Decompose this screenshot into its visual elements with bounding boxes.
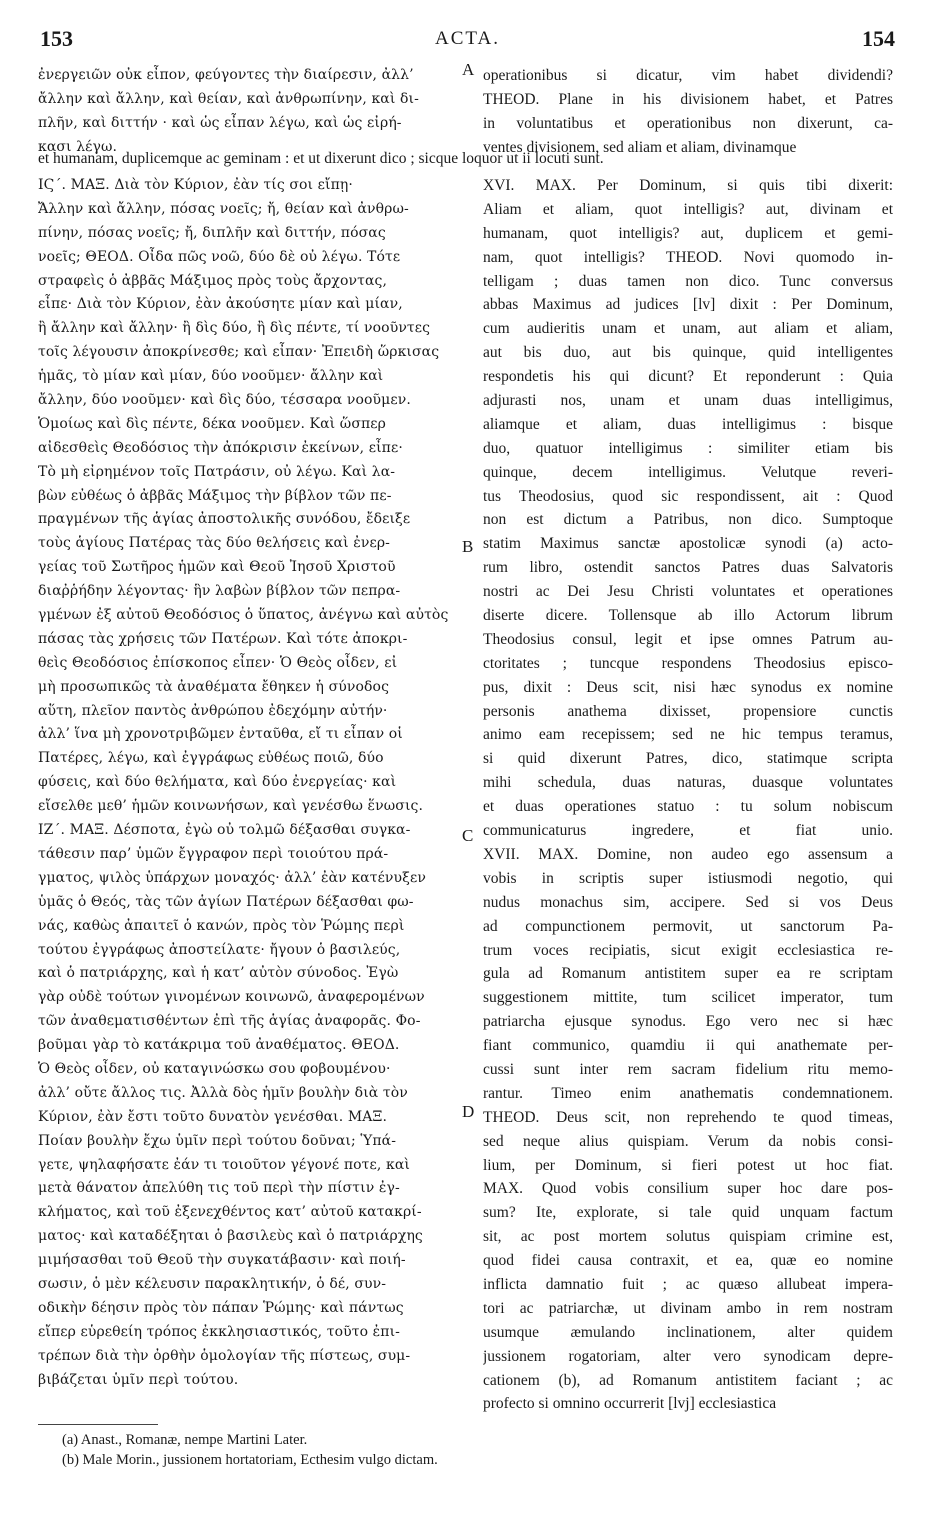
greek-text-line: σωσιν, ὁ μὲν κέλευσιν παρακλητικήν, ὁ δέ, συν-: [38, 1275, 387, 1292]
greek-text-line: τοὺς ἁγίους Πατέρας τὰς δύο θελήσεις καὶ ἐνερ-: [38, 535, 390, 552]
greek-text-line: γματος, ψιλὸς ὑπάρχων μοναχός· ἀλλ’ ἐὰν κατένυξεν: [38, 869, 426, 886]
latin-text-line: inflicta damnatio fuit ; ac quæso allubeat impera-: [483, 1275, 893, 1293]
greek-text-line: Ποίαν βουλὴν ἔχω ὑμῖν περὶ τούτου δοῦναι; Ὑπά-: [38, 1132, 397, 1149]
greek-text-line: Τὸ μὴ εἰρημένον τοῖς Πατράσιν, οὐ λέγω. Καὶ λα-: [38, 463, 396, 480]
greek-text-line: κλήματος, καὶ τοῦ ἐξενεχθέντος κατ’ αὐτοῦ κατακρί-: [38, 1204, 422, 1221]
latin-text-line: usumque æmulando inclinationem, alter quidem: [483, 1323, 893, 1341]
latin-text-line: aliamque et aliam, duas intelligimus : bisque: [483, 415, 893, 433]
margin-marker-c: C: [462, 826, 474, 845]
latin-text-line: sum? Ite, explorate, si tale quid unquam factum: [483, 1204, 893, 1222]
latin-text-line: non est dictum a Patribus, non dico. Sumptoque: [483, 511, 893, 529]
greek-text-line: μετὰ θάνατον ἀπελύθη τις τοῦ περὶ τὴν πίστιν ἐγ-: [38, 1180, 400, 1197]
latin-text-line: respondetis his qui dicunt? Et reponderunt : Quia: [483, 368, 893, 386]
latin-text-line: adjurasti nos, unam et unam duas intelligimus,: [483, 392, 893, 410]
greek-text-line: ἄλλην καὶ ἄλλην, καὶ θείαν, καὶ ἀνθρωπίνην, καὶ δι-: [38, 90, 419, 107]
footnotes: [62, 1430, 862, 1470]
greek-text-line: πίνην, πόσας νοεῖς; ἤ, διπλῆν καὶ διττήν, πόσας: [38, 224, 386, 241]
greek-text-line: ΙϚ΄. ΜΑΞ. Διὰ τὸν Κύριον, ἐὰν τίς σοι εἴπῃ·: [38, 177, 353, 193]
greek-text-line: στραφεὶς ὁ ἀββᾶς Μάξιμος πρὸς τοὺς ἄρχοντας,: [38, 272, 388, 289]
greek-text-line: Ἄλλην καὶ ἄλλην, πόσας νοεῖς; ἤ, θείαν καὶ ἀνθρω-: [38, 200, 409, 217]
latin-text-line: personis anathema dixisset, propensiore cunctis: [483, 702, 893, 720]
greek-text-line: Κύριον, ἐὰν ἔστι τοῦτο δυνατὸν γενέσθαι. ΜΑΞ.: [38, 1108, 388, 1125]
greek-text-line: τάθεσιν παρ’ ὑμῶν ἔγγραφον περὶ τοιούτου πρά-: [38, 845, 389, 862]
greek-text-line: βοῦμαι γὰρ τὸ κατάκριμα τοῦ ἀναθέματος. ΘΕΟΔ.: [38, 1037, 400, 1054]
footnote-a: (a) Anast., Romanæ, nempe Martini Later.: [62, 1432, 308, 1448]
greek-column: [38, 174, 468, 1392]
greek-text-line: καὶ ὁ πατριάρχης, καὶ ἡ κατ’ αὐτὸν σύνοδος. Ἐγὼ: [38, 965, 399, 982]
latin-text-line: rantur. Timeo enim anathematis condemnationem.: [483, 1084, 893, 1102]
greek-text-line: νάς, καθὼς ἀπαιτεῖ ὁ κανών, πρὸς τὸν Ῥώμης περὶ: [38, 917, 405, 934]
greek-text-line: βὼν εὐθέως ὁ ἀββᾶς Μάξιμος τὴν βίβλον τῶν πε-: [38, 487, 392, 504]
latin-text-line: vobis in scriptis super istiusmodi negotio, qui: [483, 869, 893, 887]
latin-text-line: telligam ; duas tamen non dico. Tunc conversus: [483, 272, 893, 290]
greek-text-line: ἄλλην, δύο νοοῦμεν· καὶ δὶς δύο, τέσσαρα νοοῦμεν.: [38, 392, 411, 409]
latin-text-line: nudus monachus sim, accipere. Sed si vos Deus: [483, 893, 893, 911]
greek-text-line: Ὁ Θεὸς οἶδεν, οὐ καταγινώσκω σου φοβουμένου·: [38, 1060, 391, 1077]
latin-text-line: aut bis duo, aut bis quinque, quid intelligentes: [483, 344, 893, 362]
greek-text-line: τῶν ἀναθεματισθέντων ἐπὶ τῆς ἁγίας ἀναφορᾶς. Φο-: [38, 1013, 421, 1030]
latin-text-line: MAX. Quod vobis consilium super hoc dare pos-: [483, 1180, 893, 1198]
latin-text-line: nostri ac Dei Jesu Christi voluntates et operationes: [483, 583, 893, 601]
latin-text-line: lium, per Dominum, si fieri potest ut hoc fiat.: [483, 1156, 893, 1174]
latin-text-line: nam, quot intelligis? THEOD. Novi quomodo in-: [483, 248, 893, 266]
greek-text-line: μὴ προσωπικῶς τὰ ἀναθέματα ἔθηκεν ἡ σύνοδος: [38, 678, 390, 695]
latin-text-line: THEOD. Deus scit, non reprehendo te quod timeas,: [483, 1108, 893, 1126]
greek-text-line: Ὁμοίως καὶ δὶς πέντε, δέκα νοοῦμεν. Καὶ ὥσπερ: [38, 415, 386, 432]
greek-text-line: γμένων ἐξ αὐτοῦ Θεοδόσιος ὁ ὕπατος, ἀνέγνω καὶ αὐτὸς: [38, 607, 449, 624]
greek-text-line: αἰδεσθεὶς Θεοδόσιος τὴν ἀπόκρισιν ἐκείνων, εἶπε·: [38, 439, 403, 456]
latin-text-line: communicaturus ingredere, et fiat unio.: [483, 822, 893, 840]
greek-text-line: οδικὴν δέησιν πρὸς τὸν πάπαν Ῥώμης· καὶ πάντως: [38, 1299, 404, 1316]
latin-text-line: humanam, quot intelligis? aut, duplicem et gemi-: [483, 224, 893, 242]
greek-text-line: διαῤῥήδην λέγοντας· ἣν λαβὼν βίβλον τῶν πεπρα-: [38, 583, 401, 600]
latin-text-line: ventes divisionem, sed aliam et aliam, divinamque: [483, 138, 797, 156]
latin-text-line: XVII. MAX. Domine, non audeo ego assensum a: [483, 845, 893, 863]
greek-text-line: νοεῖς; ΘΕΟΔ. Οἶδα πῶς νοῶ, δύο δὲ οὐ λέγω. Τότε: [38, 248, 401, 265]
greek-text-line: ἢ ἄλλην καὶ ἄλλην· ἢ δὶς δύο, ἢ δὶς πέντε, τί νοοῦντες: [38, 320, 431, 337]
latin-text-line: si quid dixerunt Patres, dico, statimque scripta: [483, 750, 893, 768]
latin-text-line: XVI. MAX. Per Dominum, si quis tibi dixerit:: [483, 177, 893, 194]
latin-text-line: sed neque alius quispiam. Verum da nobis consi-: [483, 1132, 893, 1150]
greek-text-line: ἐνεργειῶν οὐκ εἶπον, φεύγοντες τὴν διαίρεσιν, ἀλλ’: [38, 67, 414, 83]
greek-text-line: τοῖς λέγουσιν ἀποκρίνεσθε; καὶ εἶπαν· Ἐπειδὴ ὥρκισας: [38, 344, 440, 361]
latin-text-line: ctoritates ; tuncque respondens Theodosius episco-: [483, 654, 893, 672]
latin-column-top: [483, 64, 893, 160]
latin-text-line: gula ad Romanum antistitem super ea re scriptam: [483, 965, 893, 983]
latin-text-line: et duas operationes statuo : tu solum nobiscum: [483, 798, 893, 816]
greek-text-line: βιβάζεται ὑμῖν περὶ τούτου.: [38, 1371, 239, 1388]
latin-text-line: Aliam et aliam, quot intelligis? aut, divinam et: [483, 200, 893, 218]
greek-text-line: εἶπε· Διὰ τὸν Κύριον, ἐὰν ἀκούσητε μίαν καὶ μίαν,: [38, 296, 403, 313]
latin-text-line: cussi sunt inter rem sacram fidelium ritu memo-: [483, 1060, 893, 1078]
latin-text-line: ad compunctionem permovit, ut sanctorum Pa-: [483, 917, 893, 935]
latin-text-line: abbas Maximus ad judices [lv] dixit : Per Dominum,: [483, 296, 893, 314]
greek-text-line: ματος· καὶ καταδέξηται ὁ βασιλεὺς καὶ ὁ πατριάρχης: [38, 1228, 423, 1245]
greek-text-line: Πατέρες, λέγω, καὶ ἐγγράφως εὐθέως ποιῶ, δύο: [38, 750, 384, 767]
page-header: [40, 26, 895, 56]
latin-text-line: statim Maximus sanctæ apostolicæ synodi (a) acto-: [483, 535, 893, 553]
greek-text-line: θεὶς Θεοδόσιος ἐπίσκοπος εἶπεν· Ὁ Θεὸς οἶδεν, εἰ: [38, 654, 398, 671]
greek-text-line: εἴπερ εὑρεθείη τρόπος ἐκκλησιαστικός, τοῦτο ἐπι-: [38, 1323, 400, 1340]
page-number-left: 153: [40, 26, 73, 51]
latin-text-line: suggestionem mittite, tum scilicet imperator, tum: [483, 989, 893, 1007]
greek-text-line: ἀλλ’ ἵνα μὴ χρονοτριβῶμεν ἐνταῦθα, εἴ τι εἶπαν οἱ: [38, 726, 403, 743]
footnote-rule: [38, 1424, 158, 1425]
greek-text-line: πλῆν, καὶ διττήν · καὶ ὡς εἶπαν λέγω, καὶ ὡς εἰρή-: [38, 114, 402, 131]
latin-text-line: cum audieritis unam et unam, aut aliam et aliam,: [483, 320, 893, 338]
latin-text-line: jussionem rogatoriam, alter vero synodicam depre-: [483, 1347, 893, 1365]
greek-text-line: αὕτη, πλεῖον παντὸς ἀνθρώπου ἐδεχόμην αὐτήν·: [38, 702, 388, 719]
margin-marker-a: A: [462, 60, 475, 79]
footnote-b: (b) Male Morin., jussionem hortatoriam, Ecthesim vulgo dictam.: [62, 1452, 438, 1468]
latin-text-line: rum libro, ostendit sanctos Patres duas Salvatoris: [483, 559, 893, 577]
margin-marker-b: B: [462, 537, 474, 556]
latin-text-line: in voluntatibus et operationibus non dixerunt, ca-: [483, 114, 893, 132]
greek-column-top: [38, 64, 468, 160]
latin-text-line: trum voces recipiatis, sicut exigit ecclesiastica re-: [483, 941, 893, 959]
latin-text-line: animo eam recepissem; sed ne hic tempus teramus,: [483, 726, 893, 744]
greek-text-line: μιμήσασθαι τοῦ Θεοῦ τὴν συγκατάβασιν· καὶ ποιή-: [38, 1252, 406, 1269]
margin-marker-d: D: [462, 1102, 475, 1121]
greek-text-line: τρέπων διὰ τὴν ὀρθὴν ὁμολογίαν τῆς πίστεως, συμ-: [38, 1347, 411, 1364]
greek-text-line: εἴσελθε μεθ’ ἡμῶν κοινωνήσων, καὶ γενέσθω ἕνωσις.: [38, 798, 424, 815]
latin-text-line: diserte dicere. Tollensque ab illo Actorum librum: [483, 607, 893, 625]
greek-text-line: ἀλλ’ οὔτε ἄλλος τις. Ἀλλὰ δὸς ἡμῖν βουλὴν διὰ τὸν: [38, 1084, 408, 1101]
greek-text-line: ἡμᾶς, τὸ μίαν καὶ μίαν, δύο νοοῦμεν· ἄλλην καὶ: [38, 368, 384, 385]
latin-text-line: pus, dixit : Deus scit, nisi hæc synodus ex nomine: [483, 678, 893, 696]
latin-text-line: tus Theodosius, quod sic respondissent, ait : Quod: [483, 487, 893, 505]
page-number-right: 154: [862, 26, 895, 51]
latin-text-line: operationibus si dicatur, vim habet dividendi?: [483, 67, 893, 84]
latin-text-line: sit, ac post mortem solutus quispiam crimine est,: [483, 1228, 893, 1246]
latin-text-line: Theodosius consul, legit et ipse omnes Patrum au-: [483, 630, 893, 648]
latin-text-line: profecto si omnino occurrerit [lvj] ecclesiastica: [483, 1395, 777, 1413]
greek-text-line: κασι λέγω.: [38, 138, 118, 155]
latin-text-line: patriarcha ejusque synodus. Ego vero nec si hæc: [483, 1013, 893, 1031]
latin-column: [483, 174, 893, 1416]
latin-text-line: duo, quatuor intelligimus : similiter etiam bis: [483, 439, 893, 457]
greek-text-line: ΙΖ΄. ΜΑΞ. Δέσποτα, ἐγὼ οὐ τολμῶ δέξασθαι συγκα-: [38, 822, 411, 839]
greek-text-line: γείας τοῦ Σωτῆρος ἡμῶν καὶ Θεοῦ Ἰησοῦ Χριστοῦ: [38, 559, 396, 576]
greek-text-line: ὑμᾶς ὁ Θεός, τὰς τῶν ἁγίων Πατέρων δέξασθαι φω-: [38, 893, 414, 910]
running-title: ACTA.: [435, 28, 500, 49]
greek-text-line: φύσεις, καὶ δύο θελήματα, καὶ δύο ἐνεργείας· καὶ: [38, 774, 397, 791]
latin-text-line: tori ac patriarchæ, ut divinam ambo in rem nostram: [483, 1299, 893, 1317]
latin-text-line: quinque, decem intelligimus. Velutque reveri-: [483, 463, 893, 481]
spanning-line: et humanam, duplicemque ac geminam : et ut dixerunt dico ; sicque loquor ut ii locuti sunt.: [38, 150, 604, 167]
greek-text-line: πάσας τὰς χρήσεις τῶν Πατέρων. Καὶ τότε ἀποκρι-: [38, 630, 408, 647]
greek-text-line: τούτου ἐγγράφως ἀποστείλατε· ἤγουν ὁ βασιλεύς,: [38, 941, 401, 958]
latin-text-line: cationem (b), ad Romanum antistitem faciant ; ac: [483, 1371, 893, 1389]
latin-text-line: fiant communico, quamdiu ii qui anathemate per-: [483, 1037, 893, 1055]
greek-text-line: γετε, ψηλαφήσατε ἐάν τι τοιοῦτον γέγονέ ποτε, καὶ: [38, 1156, 410, 1173]
latin-text-line: THEOD. Plane in his divisionem habet, et Patres: [483, 90, 893, 108]
latin-text-line: mihi schedula, duas naturas, duasque voluntates: [483, 774, 893, 792]
greek-text-line: γὰρ οὐδὲ τούτων γινομένων κοινωνῶ, ἀναφερομένων: [38, 989, 425, 1006]
greek-text-line: πραγμένων τῆς ἁγίας ἀποστολικῆς συνόδου, ἔδειξε: [38, 511, 411, 528]
latin-text-line: quod fidei causa contraxit, et ea, quæ eo nomine: [483, 1252, 893, 1270]
